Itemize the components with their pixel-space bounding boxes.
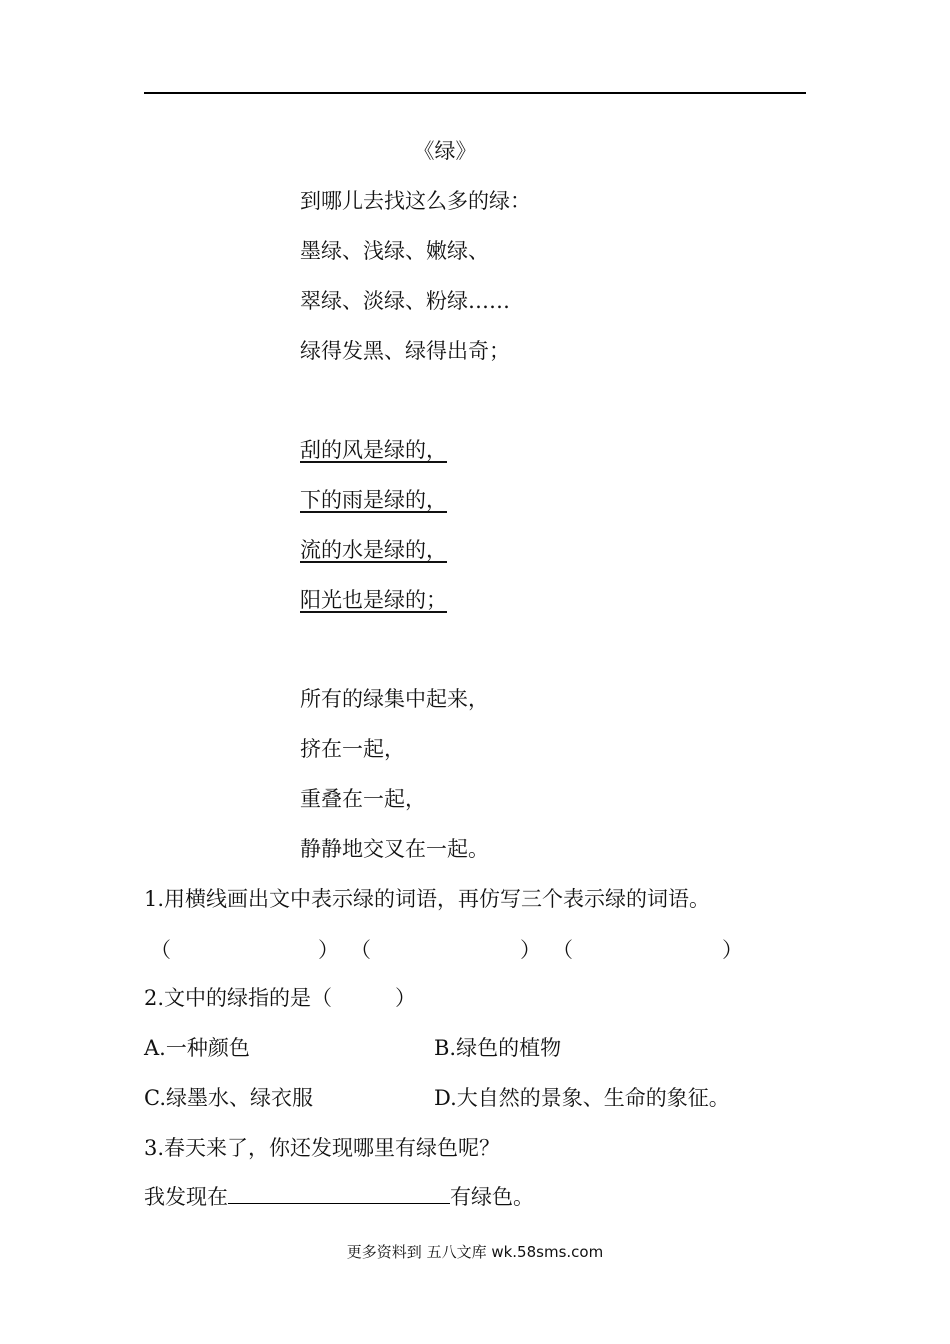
question-3: 3.春天来了，你还发现哪里有绿色呢？ bbox=[144, 1136, 501, 1160]
option-b: B.绿色的植物 bbox=[434, 1036, 562, 1060]
answer-close-paren-3: ） bbox=[722, 938, 743, 962]
option-a: A.一种颜色 bbox=[144, 1036, 250, 1060]
option-d: D.大自然的景象、生命的象征。 bbox=[434, 1086, 730, 1110]
question-2: 2.文中的绿指的是（ ） bbox=[144, 986, 417, 1010]
poem-line: 重叠在一起， bbox=[300, 787, 426, 811]
poem-line: 墨绿、浅绿、嫩绿、 bbox=[300, 239, 489, 263]
answer-close-paren-1: ） bbox=[318, 938, 339, 962]
poem-line: 静静地交叉在一起。 bbox=[300, 837, 489, 861]
answer-close-paren-2: ） bbox=[520, 938, 541, 962]
header-rule bbox=[144, 92, 806, 94]
poem-line-underlined: 流的水是绿的， bbox=[300, 538, 447, 562]
answer-open-paren-1: （ bbox=[150, 938, 171, 962]
poem-title: 《绿》 bbox=[413, 139, 477, 163]
answer-suffix: 有绿色。 bbox=[450, 1185, 534, 1209]
poem-line: 挤在一起， bbox=[300, 737, 405, 761]
answer-sentence bbox=[144, 1183, 534, 1211]
question-1: 1.用横线画出文中表示绿的词语，再仿写三个表示绿的词语。 bbox=[144, 887, 711, 911]
poem-line-underlined: 刮的风是绿的， bbox=[300, 438, 447, 462]
poem-line: 到哪儿去找这么多的绿： bbox=[300, 189, 531, 213]
poem-line: 绿得发黑、绿得出奇； bbox=[300, 339, 510, 363]
poem-line-underlined: 下的雨是绿的， bbox=[300, 488, 447, 512]
answer-open-paren-2: （ bbox=[350, 938, 371, 962]
answer-prefix: 我发现在 bbox=[144, 1185, 228, 1209]
poem-line: 所有的绿集中起来， bbox=[300, 687, 489, 711]
poem-line-underlined: 阳光也是绿的； bbox=[300, 588, 447, 612]
poem-line: 翠绿、淡绿、粉绿…… bbox=[300, 289, 510, 313]
answer-blank[interactable] bbox=[228, 1183, 450, 1204]
footer-note: 更多资料到 五八文库 wk.58sms.com bbox=[346, 1243, 604, 1261]
option-c: C.绿墨水、绿衣服 bbox=[144, 1086, 313, 1110]
answer-open-paren-3: （ bbox=[552, 938, 573, 962]
